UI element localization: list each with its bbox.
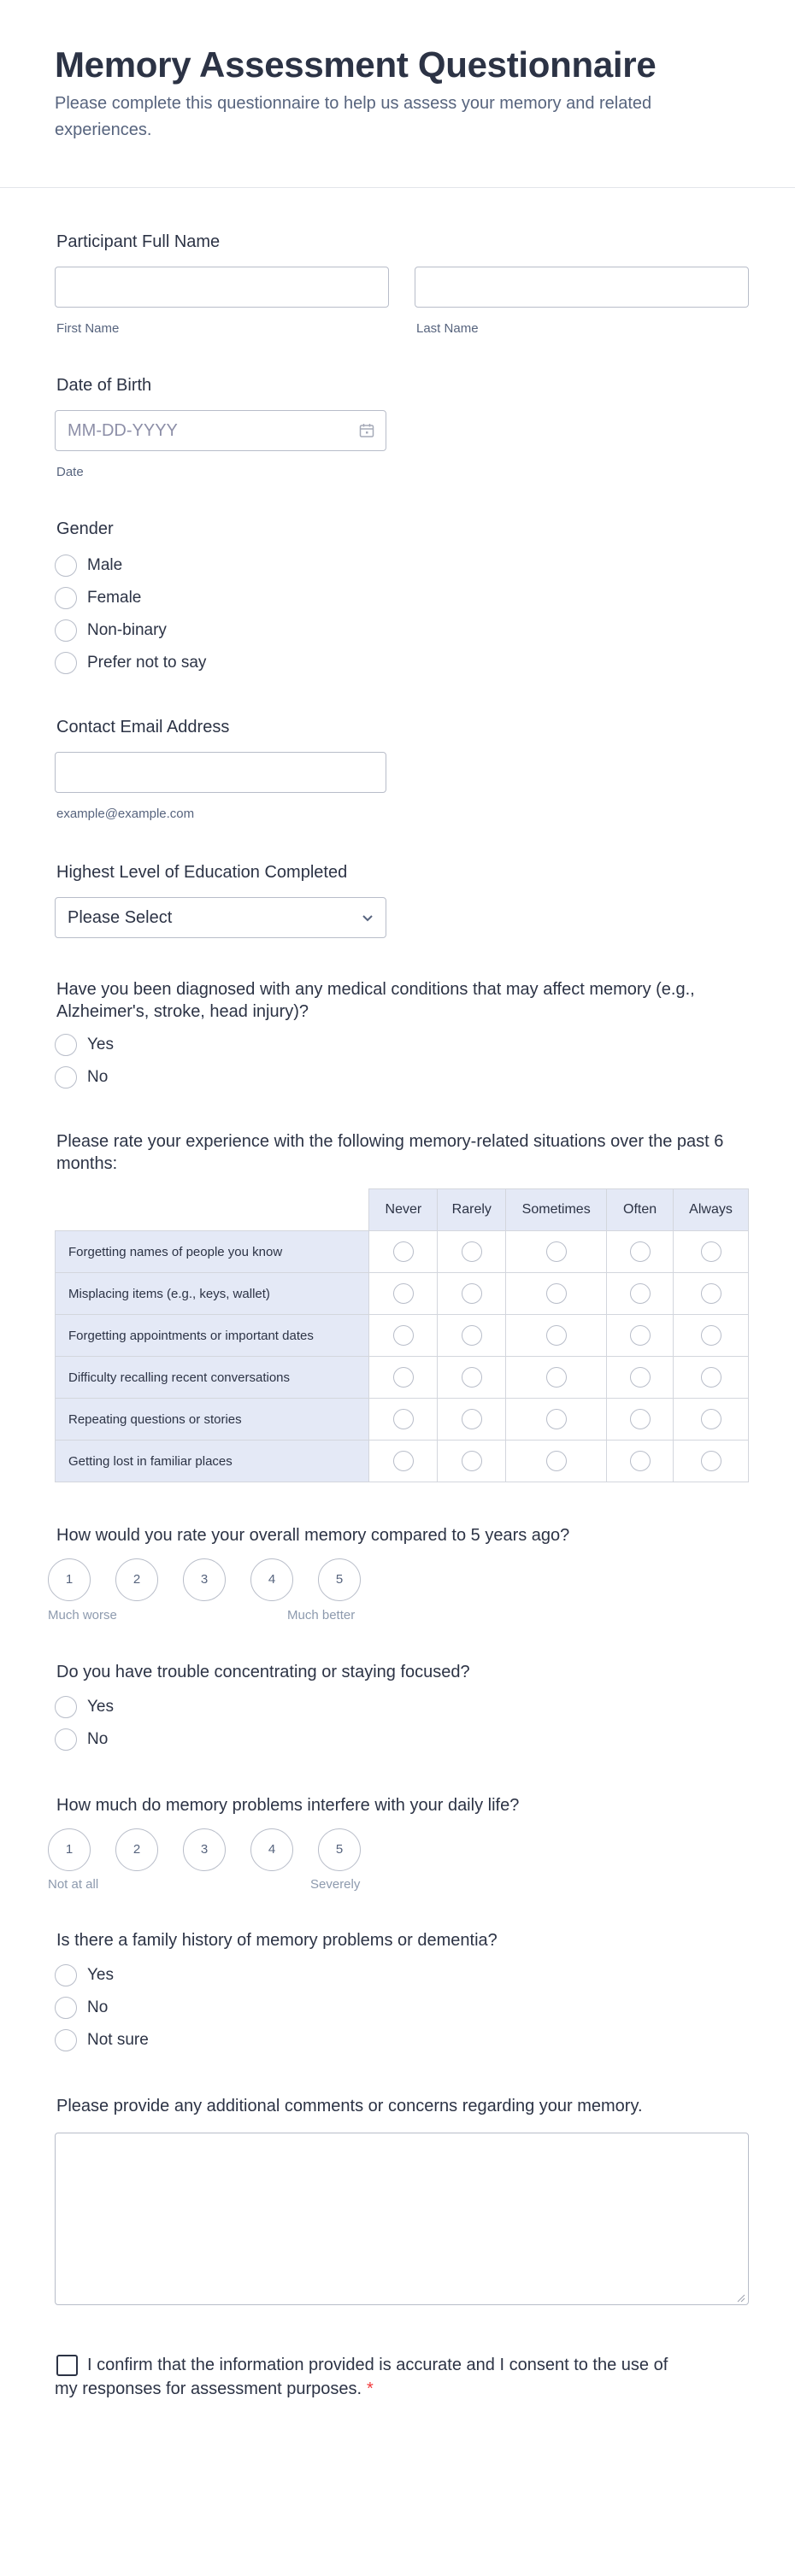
radio-button[interactable] xyxy=(55,1964,77,1986)
radio-label: Not sure xyxy=(87,2031,149,2049)
matrix-radio[interactable] xyxy=(546,1241,567,1262)
radio-button[interactable] xyxy=(55,1066,77,1088)
matrix-row xyxy=(56,1399,749,1441)
matrix-radio[interactable] xyxy=(393,1451,414,1471)
gender-option-prefer-not[interactable] xyxy=(55,651,206,675)
dob-input[interactable] xyxy=(55,410,386,451)
radio-button[interactable] xyxy=(55,1034,77,1056)
matrix-radio[interactable] xyxy=(546,1283,567,1304)
first-name-input[interactable] xyxy=(55,267,389,308)
dob-sublabel: Date xyxy=(56,465,84,479)
radio-label: Non-binary xyxy=(87,621,167,639)
matrix-row xyxy=(56,1231,749,1273)
matrix-col-sometimes: Sometimes xyxy=(506,1189,607,1231)
email-label: Contact Email Address xyxy=(56,718,230,736)
matrix-row-label: Forgetting names of people you know xyxy=(56,1231,369,1273)
consent-text xyxy=(55,2353,670,2401)
radio-label: Female xyxy=(87,589,142,607)
first-name-sublabel: First Name xyxy=(56,321,120,336)
overall-scale-5[interactable]: 5 xyxy=(318,1558,361,1601)
radio-label: Prefer not to say xyxy=(87,654,207,672)
matrix-radio[interactable] xyxy=(546,1367,567,1388)
gender-label: Gender xyxy=(56,519,114,538)
overall-min-caption: Much worse xyxy=(48,1608,117,1622)
email-input[interactable] xyxy=(55,752,386,793)
matrix-radio[interactable] xyxy=(462,1409,482,1429)
concentration-option-yes[interactable] xyxy=(55,1695,114,1719)
form-header xyxy=(0,0,795,188)
radio-label: Yes xyxy=(87,1698,114,1716)
comments-label: Please provide any additional comments or concerns regarding your memory. xyxy=(56,2097,643,2115)
required-asterisk: * xyxy=(367,2379,374,2398)
radio-label: No xyxy=(87,1068,109,1086)
email-sublabel: example@example.com xyxy=(56,807,195,821)
matrix-row xyxy=(56,1357,749,1399)
matrix-radio[interactable] xyxy=(546,1451,567,1471)
interfere-label: How much do memory problems interfere with your daily life? xyxy=(56,1796,520,1815)
form-subtitle: Please complete this questionnaire to help us assess your memory and related experiences. xyxy=(55,94,652,139)
overall-scale-4[interactable]: 4 xyxy=(250,1558,293,1601)
radio-button[interactable] xyxy=(55,2029,77,2051)
education-select[interactable] xyxy=(55,897,386,938)
matrix-row xyxy=(56,1441,749,1482)
last-name-input[interactable] xyxy=(415,267,749,308)
matrix-row-label: Forgetting appointments or important dates xyxy=(56,1315,369,1357)
radio-label: Yes xyxy=(87,1966,114,1984)
memory-matrix xyxy=(55,1188,749,1482)
interfere-scale-5[interactable]: 5 xyxy=(318,1828,361,1871)
family-label: Is there a family history of memory problems or dementia? xyxy=(56,1931,498,1950)
diagnosed-label: Have you been diagnosed with any medical conditions that may affect memory (e.g., Alzheimer's, stroke, head injury)? xyxy=(56,980,695,1021)
matrix-label: Please rate your experience with the following memory-related situations over the past 6 months: xyxy=(56,1132,724,1173)
matrix-col-never: Never xyxy=(369,1189,438,1231)
matrix-row-label: Misplacing items (e.g., keys, wallet) xyxy=(56,1273,369,1315)
radio-label: No xyxy=(87,1998,109,2016)
radio-button[interactable] xyxy=(55,652,77,674)
interfere-scale-3[interactable]: 3 xyxy=(183,1828,226,1871)
overall-scale-1[interactable]: 1 xyxy=(48,1558,91,1601)
radio-button[interactable] xyxy=(55,1728,77,1751)
interfere-scale-1[interactable]: 1 xyxy=(48,1828,91,1871)
overall-label: How would you rate your overall memory compared to 5 years ago? xyxy=(56,1526,570,1545)
diagnosed-option-no[interactable] xyxy=(55,1065,108,1089)
matrix-radio[interactable] xyxy=(701,1367,721,1388)
interfere-max-caption: Severely xyxy=(310,1877,361,1892)
matrix-radio[interactable] xyxy=(701,1451,721,1471)
overall-scale-3[interactable]: 3 xyxy=(183,1558,226,1601)
radio-button[interactable] xyxy=(55,555,77,577)
radio-label: Male xyxy=(87,556,123,574)
chevron-down-icon xyxy=(360,910,375,925)
matrix-radio[interactable] xyxy=(630,1241,651,1262)
gender-option-female[interactable] xyxy=(55,586,141,610)
matrix-radio[interactable] xyxy=(701,1409,721,1429)
concentration-option-no[interactable] xyxy=(55,1728,108,1752)
family-option-yes[interactable] xyxy=(55,1963,114,1987)
matrix-radio[interactable] xyxy=(630,1367,651,1388)
interfere-min-caption: Not at all xyxy=(48,1877,99,1892)
matrix-row-label: Difficulty recalling recent conversations xyxy=(56,1357,369,1399)
consent-label: I confirm that the information provided is accurate and I consent to the use of my responses for assessment purposes. xyxy=(55,2356,668,2398)
resize-handle-icon[interactable] xyxy=(735,2291,745,2302)
interfere-scale-4[interactable]: 4 xyxy=(250,1828,293,1871)
matrix-radio[interactable] xyxy=(701,1325,721,1346)
education-selected-value: Please Select xyxy=(68,908,173,927)
matrix-col-rarely: Rarely xyxy=(438,1189,506,1231)
radio-button[interactable] xyxy=(55,1997,77,2019)
radio-label: No xyxy=(87,1730,109,1748)
matrix-radio[interactable] xyxy=(462,1283,482,1304)
gender-option-non-binary[interactable] xyxy=(55,619,167,643)
matrix-row-label: Getting lost in familiar places xyxy=(56,1441,369,1482)
calendar-icon[interactable] xyxy=(358,422,375,439)
radio-button[interactable] xyxy=(55,587,77,609)
matrix-radio[interactable] xyxy=(630,1325,651,1346)
matrix-radio[interactable] xyxy=(701,1283,721,1304)
matrix-row-label: Repeating questions or stories xyxy=(56,1399,369,1441)
dob-label: Date of Birth xyxy=(56,376,152,395)
comments-textarea[interactable] xyxy=(55,2133,749,2305)
matrix-radio[interactable] xyxy=(462,1241,482,1262)
matrix-radio[interactable] xyxy=(393,1283,414,1304)
matrix-row xyxy=(56,1315,749,1357)
matrix-col-often: Often xyxy=(607,1189,674,1231)
matrix-radio[interactable] xyxy=(462,1325,482,1346)
gender-option-male[interactable] xyxy=(55,554,122,578)
interfere-scale-2[interactable]: 2 xyxy=(115,1828,158,1871)
matrix-col-always: Always xyxy=(674,1189,749,1231)
full-name-label: Participant Full Name xyxy=(56,232,221,251)
radio-button[interactable] xyxy=(55,1696,77,1718)
matrix-radio[interactable] xyxy=(630,1283,651,1304)
diagnosed-option-yes[interactable] xyxy=(55,1033,114,1057)
matrix-radio[interactable] xyxy=(462,1367,482,1388)
matrix-radio[interactable] xyxy=(701,1241,721,1262)
matrix-radio[interactable] xyxy=(630,1451,651,1471)
overall-max-caption: Much better xyxy=(287,1608,356,1622)
matrix-radio[interactable] xyxy=(462,1451,482,1471)
family-option-not-sure[interactable] xyxy=(55,2028,149,2052)
matrix-radio[interactable] xyxy=(630,1409,651,1429)
matrix-radio[interactable] xyxy=(546,1325,567,1346)
concentration-label: Do you have trouble concentrating or staying focused? xyxy=(56,1663,470,1681)
matrix-radio[interactable] xyxy=(393,1409,414,1429)
radio-label: Yes xyxy=(87,1036,114,1053)
matrix-radio[interactable] xyxy=(393,1367,414,1388)
matrix-corner xyxy=(56,1189,369,1231)
last-name-sublabel: Last Name xyxy=(416,321,479,336)
matrix-row xyxy=(56,1273,749,1315)
radio-button[interactable] xyxy=(55,619,77,642)
overall-scale-2[interactable]: 2 xyxy=(115,1558,158,1601)
family-option-no[interactable] xyxy=(55,1996,108,2020)
form-title: Memory Assessment Questionnaire xyxy=(55,44,657,85)
dob-placeholder: MM-DD-YYYY xyxy=(68,421,178,440)
matrix-radio[interactable] xyxy=(393,1241,414,1262)
matrix-radio[interactable] xyxy=(546,1409,567,1429)
education-label: Highest Level of Education Completed xyxy=(56,863,348,882)
matrix-radio[interactable] xyxy=(393,1325,414,1346)
